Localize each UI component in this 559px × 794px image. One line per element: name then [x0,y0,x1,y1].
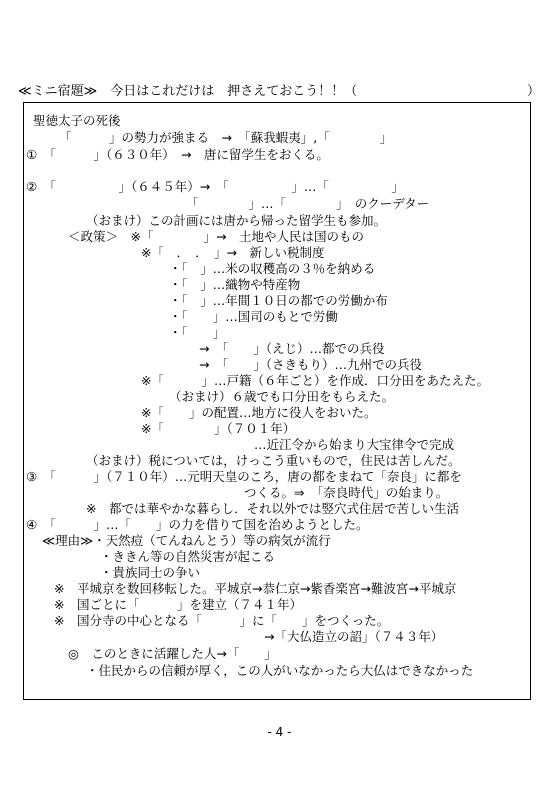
text-line: 「 」…「 」 のクーデター [186,196,430,211]
text-line: ・「 」…国司のもとで労働 [169,309,338,324]
text-line: ※「 ． ． 」→ 新しい税制度 [141,245,325,260]
text-line: → 「 」（えじ）…都での兵役 [199,341,385,356]
text-line: ・貴族同士の争い [100,565,201,580]
text-line: ・「 」 [169,325,226,340]
text-line: → 「 」（さきもり）…九州での兵役 [199,357,422,372]
text-line: ・ききん等の自然災害が起こる [100,549,276,564]
text-line: ② 「 」（６４５年）→ 「 」…「 」 [26,179,404,194]
section-heading: 聖徳太子の死後 [33,113,121,128]
text-line: ◎ このときに活躍した人→「 」 [68,646,277,661]
text-line: ・「 」…織物や特産物 [169,277,301,292]
page-number: - 4 - [267,725,292,739]
homework-header: ≪ミニ宿題≫ 今日はこれだけは 押さえておこう！！（ [18,84,358,99]
text-line: ※ 都では華やかな暮らし．それ以外では竪穴式住居で苦しい生活 [86,501,459,516]
text-line: つくる。⇒ 「奈良時代」の始まり。 [244,485,449,500]
text-line: ① 「 」（６３０年） → 唐に留学生をおくる。 [26,147,329,162]
text-line: ＜政策＞ ※「 」→ 土地や人民は国のもの [68,229,364,244]
text-line: →「大仏造立の詔」（７４３年） [264,629,444,644]
content-box [23,102,531,700]
text-line: ※ 国分寺の中心となる「 」に「 」をつくった。 [54,613,390,628]
text-line: ※ 平城京を数回移転した。平城京→恭仁京→紫香楽宮→難波宮→平城京 [54,581,457,596]
header-close-bracket: ） [527,84,541,99]
text-line: （おまけ）６歳でも口分田をもらえた。 [169,389,395,404]
text-line: ※「 」（７０１年） [141,421,296,436]
text-line: ③ 「 」（７１０年）…元明天皇のころ，唐の都をまねて「奈良」に都を [26,469,462,484]
text-line: ※ 国ごとに「 」を建立（７４１年） [54,597,302,612]
text-line: 「 」の勢力が強まる → 「蘇我蝦夷」,「 」 [59,130,393,145]
text-line: ≪理由≫・天然痘（てんねんとう）等の病気が流行 [42,533,331,548]
text-line: ・「 」…米の収穫高の３％を納める [169,261,376,276]
text-line: ・住民からの信頼が厚く，この人がいなかったら大仏はできなかった [86,663,474,678]
text-line: （おまけ）この計画には唐から帰った留学生も参加。 [86,213,387,228]
text-line: ④ 「 」…「 」の力を借りて国を治めようとした。 [26,517,369,532]
text-line: （おまけ）税については，けっこう重いもので，住民は苦しんだ。 [86,453,461,468]
text-line: ※「 」…戸籍（６年ごと）を作成．口分田をあたえた。 [141,373,489,388]
text-line: …近江令から始まり大宝律令で完成 [254,437,455,452]
text-line: ※「 」の配置…地方に役人をおいた。 [141,405,377,420]
text-line: ・「 」…年間１０日の都での労働か布 [169,293,388,308]
